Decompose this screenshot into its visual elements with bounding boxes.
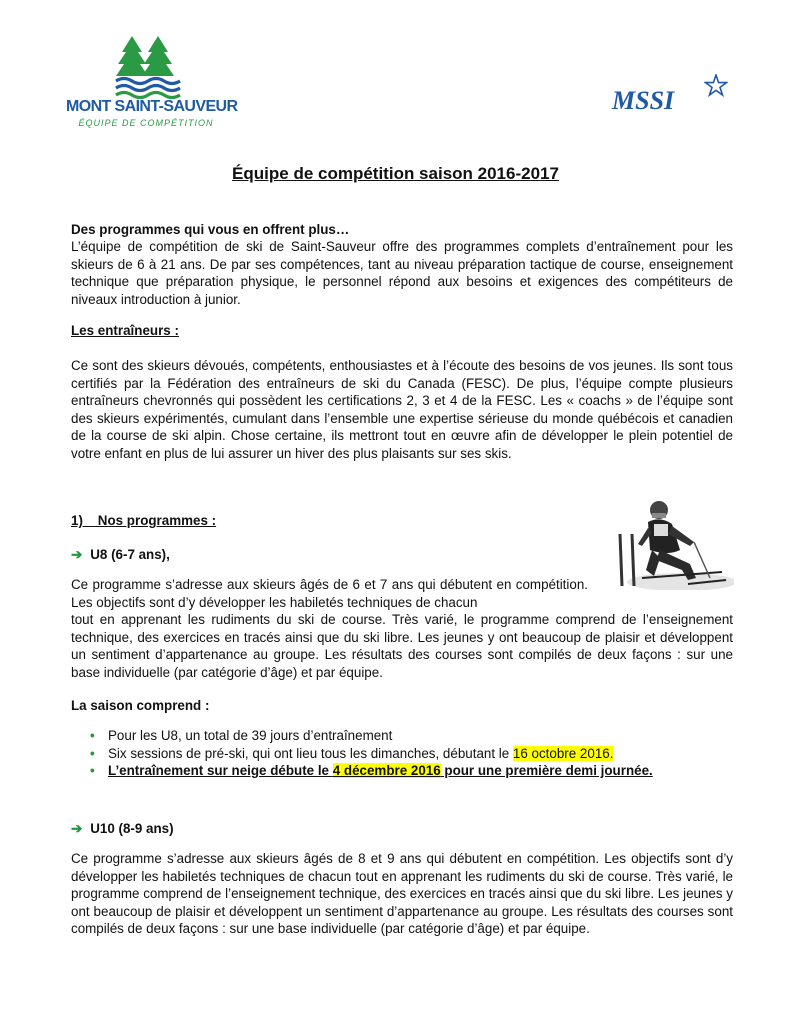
- programs-heading: 1) Nos programmes :: [71, 513, 217, 528]
- skier-photo: [602, 494, 734, 590]
- mssi-logo-text: MSSI: [612, 86, 675, 115]
- season-item-3-pre: L’entraînement sur neige débute le: [108, 763, 333, 779]
- u10-paragraph: Ce programme s’adresse aux skieurs âgés de 8 et 9 ans qui débutent en compétition. Les objectifs sont d’y développer les habiletés techniques de chacun tout en apprenant les rudiments du ski de course. Très varié, le programme comprend de l’enseignement technique, des exercices en tracés ainsi que du ski libre. Les jeunes y ont beaucoup de plaisir et développent un sentiment d’appartenance au groupe. Les résultats des courses sont compilés de deux façons : sur une base individuelle (par catégorie d’âge) et par équipe.: [71, 851, 733, 937]
- u10-heading-row: [71, 820, 174, 838]
- bullet-icon: •: [90, 763, 95, 779]
- arrow-right-icon: ➔: [71, 821, 83, 836]
- page-title: Équipe de compétition saison 2016-2017: [232, 164, 559, 183]
- mont-saint-sauveur-logo: [66, 34, 238, 134]
- logo-line1: MONT SAINT-SAUVEUR: [66, 98, 238, 115]
- mssi-logo: [612, 74, 732, 124]
- season-heading: La saison comprend :: [71, 698, 210, 713]
- intro-heading: Des programmes qui vous en offrent plus…: [71, 222, 350, 237]
- season-item-3-post: pour une première demi journée.: [440, 763, 653, 779]
- bullet-icon: •: [90, 728, 95, 743]
- season-item-3: [90, 762, 740, 780]
- u8-heading-row: [71, 546, 170, 564]
- season-item-1-text: Pour les U8, un total de 39 jours d’entraînement: [108, 728, 393, 743]
- coaches-paragraph: Ce sont des skieurs dévoués, compétents, enthousiastes et à l’écoute des besoins de vos jeunes. Ils sont tous certifiés par la Fédération des entraîneurs de ski du Canada (FESC). De plus, l’équipe compte plusieurs entraîneurs chevronnés qui possèdent les certifications 2, 3 et 4 de la FESC. Les « coachs » de l’équipe sont des skieurs expérimentés, cumulant dans l’ensemble une expertise sérieuse du monde québécois et canadien de la course de ski alpin. Chose certaine, ils mettront tout en œuvre afin de développer le plein potentiel de votre enfant en plus de lui assurer un hiver des plus plaisants sur ses skis.: [71, 358, 733, 461]
- u8-paragraph-part2: tout en apprenant les rudiments du ski de course. Très varié, le programme comprend de l’enseignement technique, des exercices en tracés ainsi que du ski libre. Les jeunes y ont beaucoup de plaisir et développent un sentiment d’appartenance au groupe. Les résultats des courses sont compilés de deux façons : sur une base individuelle (par catégorie d’âge) et par équipe.: [71, 612, 733, 680]
- season-list: [90, 727, 740, 780]
- preski-start-date: 16 octobre 2016.: [512, 745, 614, 761]
- u8-heading: U8 (6-7 ans),: [90, 547, 170, 562]
- season-item-2: [90, 745, 740, 763]
- u10-heading: U10 (8-9 ans): [90, 821, 174, 836]
- coaches-heading: Les entraîneurs :: [71, 323, 179, 338]
- bullet-icon: •: [90, 745, 95, 761]
- u8-paragraph-part1: Ce programme s’adresse aux skieurs âgés de 6 et 7 ans qui débutent en compétition. Les objectifs sont d’y développer les habiletés techniques de chacun: [71, 577, 588, 610]
- star-icon: [704, 74, 728, 98]
- arrow-right-icon: ➔: [71, 547, 83, 562]
- intro-paragraph: L’équipe de compétition de ski de Saint-Sauveur offre des programmes complets d’entraînement pour les skieurs de 6 à 21 ans. De par ses compétences, tant au niveau préparation tactique de course, enseignement technique que préparation physique, le personnel répond aux besoins et exigences des compétiteurs de niveaux introduction à junior.: [71, 239, 733, 307]
- logo-line2: ÉQUIPE DE COMPÉTITION: [78, 118, 214, 128]
- season-item-2-text: Six sessions de pré-ski, qui ont lieu tous les dimanches, débutant le: [108, 745, 513, 761]
- season-item-1: [90, 727, 740, 745]
- snow-start-date: 4 décembre 2016: [332, 763, 441, 779]
